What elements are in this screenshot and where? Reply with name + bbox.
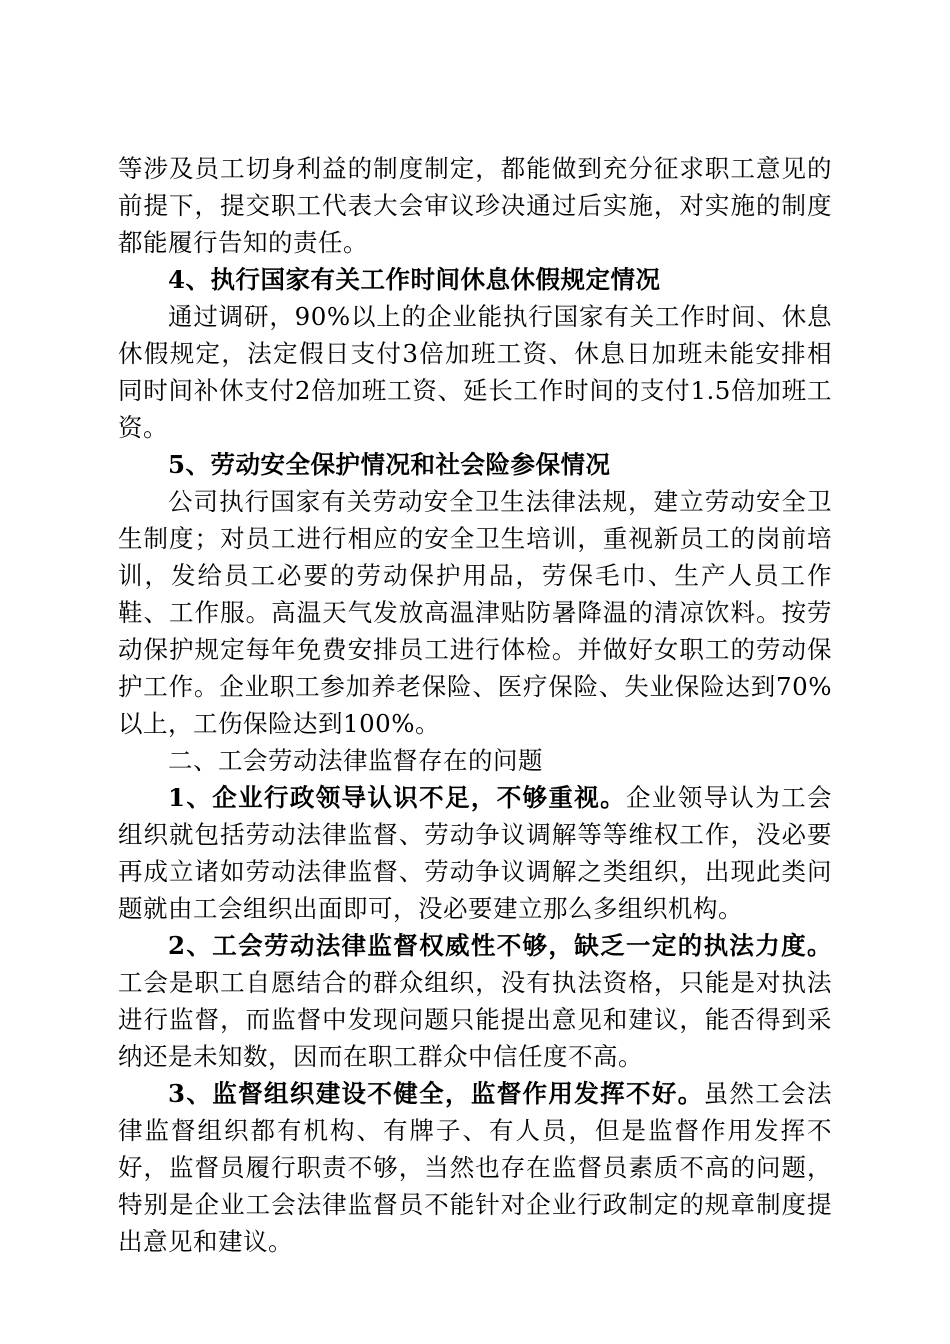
- paragraph-working-hours: 通过调研，90%以上的企业能执行国家有关工作时间、休息休假规定，法定假日支付3倍加班工资、休息日加班未能安排相同时间补休支付2倍加班工资、延长工作时间的支付1.5倍加班工资。: [118, 302, 832, 442]
- heading-working-hours: 4、执行国家有关工作时间休息休假规定情况: [168, 265, 661, 294]
- problem-1-lead: 1、企业行政领导认识不足，不够重视。: [168, 783, 626, 812]
- paragraph-problem-3: [118, 1075, 832, 1260]
- problem-2-body: 工会是职工自愿结合的群众组织，没有执法资格，只能是对执法进行监督，而监督中发现问题只能提出意见和建议，能否得到采纳还是未知数，因而在职工群众中信任度不高。: [118, 968, 832, 1071]
- problem-1-body: 企业领导认为工会组织就包括劳动法律监督、劳动争议调解等等维权工作，没必要再成立诸如劳动法律监督、劳动争议调解之类组织，出现此类问题就由工会组织出面即可，没必要建立那么多组织机构。: [118, 783, 833, 923]
- problem-2-lead: 2、工会劳动法律监督权威性不够，缺乏一定的执法力度。: [168, 931, 832, 960]
- paragraph-continuation: 等涉及员工切身利益的制度制定，都能做到充分征求职工意见的前提下，提交职工代表大会审议珍决通过后实施，对实施的制度都能履行告知的责任。: [118, 154, 832, 257]
- paragraph-problem-1: [118, 779, 832, 927]
- heading-labor-safety: 5、劳动安全保护情况和社会险参保情况: [168, 450, 611, 479]
- paragraph-problem-2: [118, 927, 832, 1075]
- section-heading-problems: 二、工会劳动法律监督存在的问题: [168, 746, 543, 775]
- document-page: [118, 150, 832, 1260]
- problem-3-body: 虽然工会法律监督组织都有机构、有牌子、有人员，但是监督作用发挥不好，监督员履行职责不够，当然也存在监督员素质不高的问题，特别是企业工会法律监督员不能针对企业行政制定的规章制度提出意见和建议。: [118, 1079, 833, 1256]
- problem-3-lead: 3、监督组织建设不健全，监督作用发挥不好。: [168, 1079, 704, 1108]
- paragraph-labor-safety: 公司执行国家有关劳动安全卫生法律法规，建立劳动安全卫生制度；对员工进行相应的安全卫生培训，重视新员工的岗前培训，发给员工必要的劳动保护用品，劳保毛巾、生产人员工作鞋、工作服。高温天气发放高温津贴防暑降温的清凉饮料。按劳动保护规定每年免费安排员工进行体检。并做好女职工的劳动保护工作。企业职工参加养老保险、医疗保险、失业保险达到70%以上，工伤保险达到100%。: [118, 487, 832, 738]
